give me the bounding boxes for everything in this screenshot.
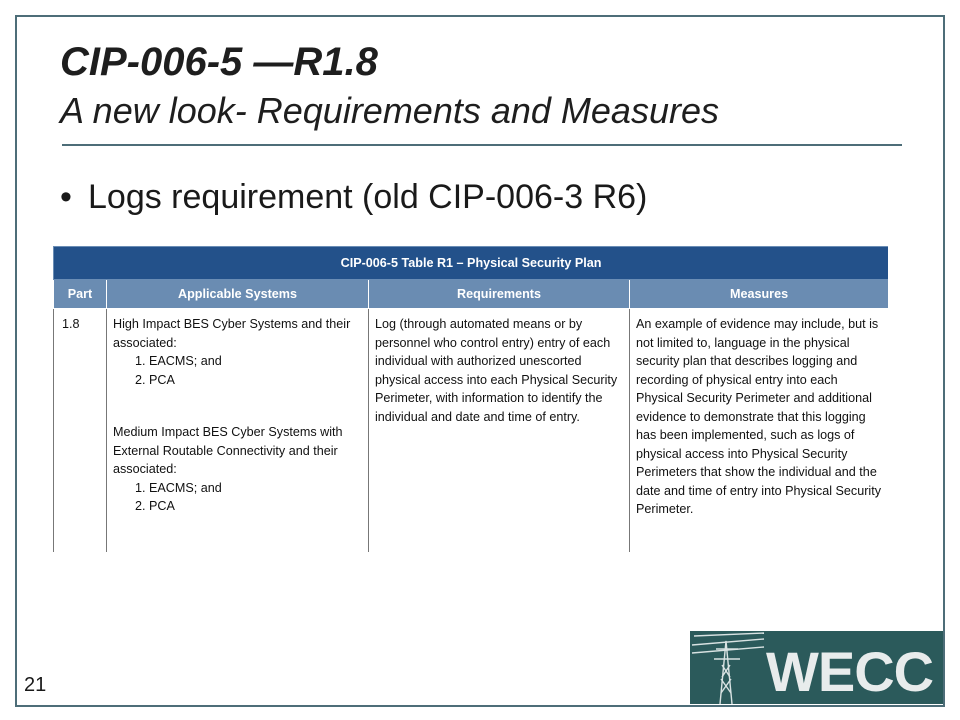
table-row — [54, 309, 889, 553]
title-divider — [62, 144, 902, 146]
systems-group-high — [113, 315, 362, 389]
systems-group-heading: Medium Impact BES Cyber Systems with External Routable Connectivity and their associated: — [113, 425, 343, 476]
slide-title: CIP-006-5 —R1.8 — [60, 40, 378, 84]
column-header-requirements: Requirements — [369, 280, 630, 309]
bullet-item — [60, 178, 647, 217]
systems-list-item: 1. EACMS; and — [135, 354, 222, 368]
bullet-text: Logs requirement (old CIP-006-3 R6) — [88, 178, 648, 216]
column-header-measures: Measures — [630, 280, 889, 309]
cell-part: 1.8 — [54, 309, 107, 553]
transmission-tower-icon — [690, 631, 766, 704]
slide-subtitle: A new look- Requirements and Measures — [60, 90, 719, 131]
systems-group-heading: High Impact BES Cyber Systems and their associated: — [113, 317, 351, 350]
requirements-table — [53, 246, 888, 552]
systems-list-item: 1. EACMS; and — [135, 480, 222, 495]
bullet-dot-icon: • — [60, 178, 72, 216]
cell-requirement: Log (through automated means or by personnel who control entry) entry of each individual with authorized unescorted physical access into each Physical Security Perimeter, with information to identify the individual and date and time of entry. — [369, 309, 630, 553]
logo-text: WECC — [766, 640, 934, 703]
systems-group-medium — [113, 423, 362, 516]
column-header-applicable-systems: Applicable Systems — [107, 280, 369, 309]
systems-list-item: 2. PCA — [135, 499, 175, 513]
systems-list-item: 2. PCA — [135, 372, 175, 387]
page-number: 21 — [24, 674, 47, 696]
column-header-part: Part — [54, 280, 107, 309]
wecc-logo — [690, 631, 943, 704]
requirements-table-image — [53, 246, 888, 552]
cell-applicable-systems — [107, 309, 369, 553]
cell-measure: An example of evidence may include, but is not limited to, language in the physical security plan that describes logging and recording of physical entry into each Physical Security Perimeter and additional evidence to demonstrate that this logging has been implemented, such as logs of physical access into Physical Security Perimeters that show the individual and the date and time of entry into Physical Security Perimeter. — [630, 309, 889, 553]
table-caption: CIP-006-5 Table R1 – Physical Security Plan — [54, 247, 889, 280]
